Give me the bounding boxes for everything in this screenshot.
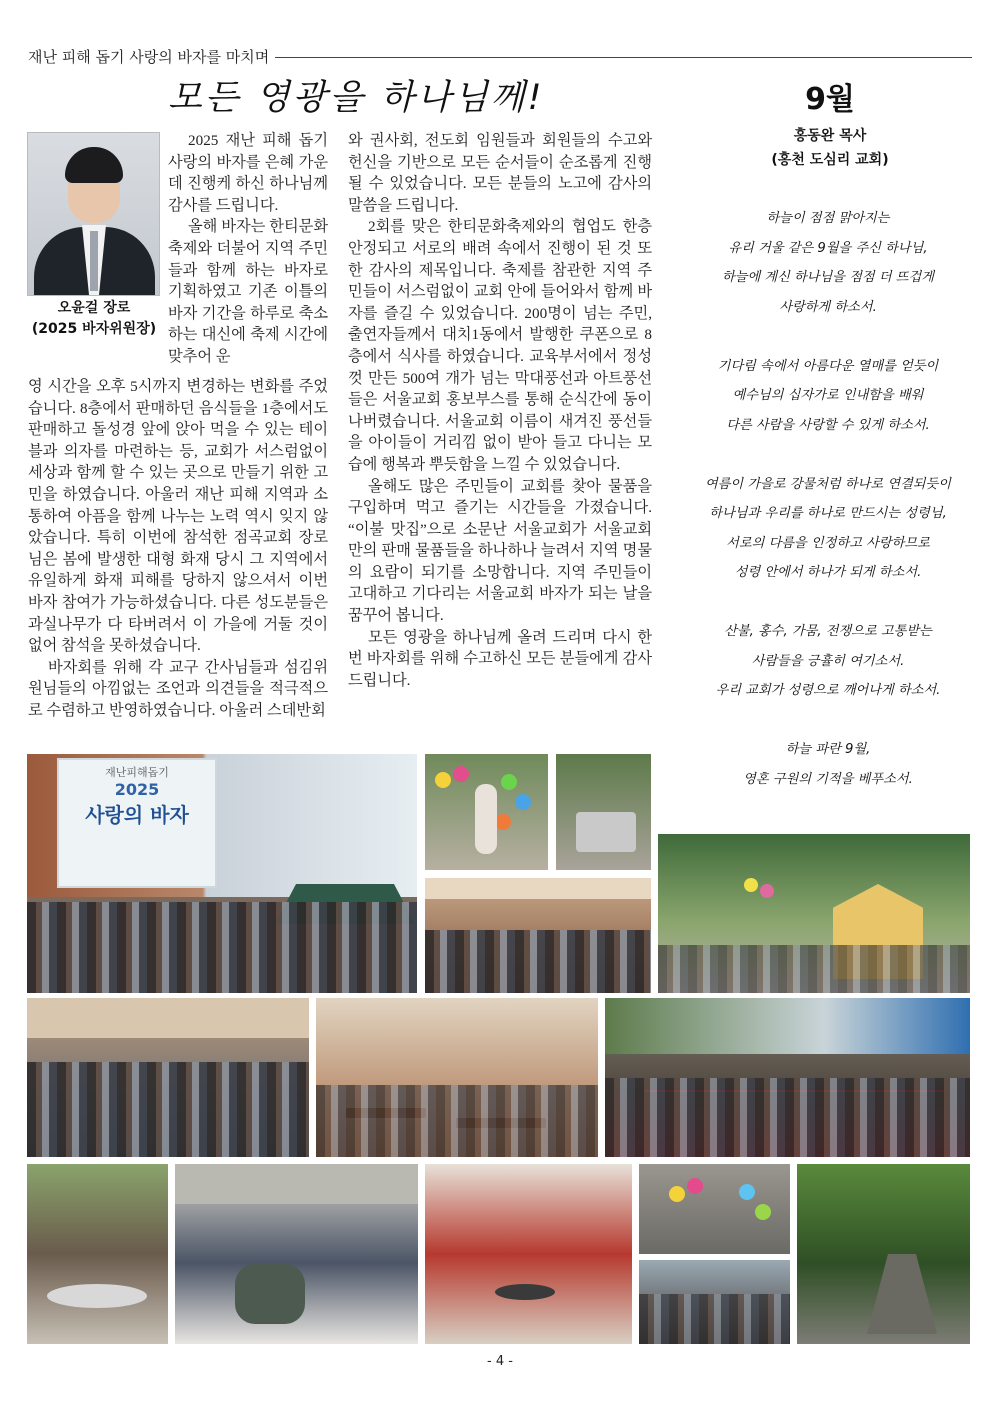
article-column-left-bottom [28,376,328,722]
headline: 모든 영광을 하나님께! [168,78,545,118]
poem-line: 성령 안에서 하나가 되게 하소서. [734,565,922,580]
photo-blanket-sale [175,1164,418,1344]
poem-line: 다른 사람을 사랑할 수 있게 하소서. [726,417,930,433]
article-paragraph: 와 권사회, 전도회 임원들과 회원들의 수고와 헌신을 기반으로 모든 순서들이 순조롭게 진행 될 수 있었습니다. 모든 분들의 노고에 감사의 말씀을 드립니다. [348,132,652,214]
page-number: - 4 - [487,1354,513,1369]
section-kicker [28,44,972,68]
poem-line: 사랑하게 하소서. [779,299,877,315]
photo-balloon-girl [425,754,548,870]
photo-market-indoor [27,998,309,1157]
article-paragraph: 영 시간을 오후 5시까지 변경하는 변화를 주었습니다. 8층에서 판매하던 음식들을 1층에서도 판매하고 돌성경 앞에 앉아 먹을 수 있는 테이블과 의자를 마련하는 등, 교회가 서스럼없이 세상과 함께 할 수 있는 곳으로 만들기 위한 고민을 하였습니다. 아울러 재난 피해 지역과 소통하여 아픔을 함께 나누는 노력 역시 잊지 않았습니다. 특히 이번에 참석한 점곡교회 장로님은 봄에 발생한 대형 화재 당시 그 지역에서 유일하게 화재 피해를 당하지 않으셔서 이번 바자 참여가 가능하셨습니다. 다른 성도분들은 과실나무가 다 타버려서 이 가을에 거둘 것이 없어 참석을 못하셨습니다. [28,378,328,655]
photo-caption [20,298,168,340]
banner-line1: 재난피해돕기 [105,766,169,779]
photo-restaurant [316,998,598,1157]
article-paragraph: 2회를 맞은 한티문화축제와의 협업도 한층 안정되고 서로의 배려 속에서 진행이 된 것 또한 감사의 제목입니다. 축제를 참관한 지역 주민들이 서스럼없이 교회 안에 들어와서 함께 바자를 즐길 수 있었습니다. 200명이 넘는 주민, 출연자들께서 대치1동에서 발행한 쿠폰으로 8층에서 식사를 하였습니다. 교육부서에서 정성껏 만든 500여 개가 넘는 막대풍선과 아트풍선들은 서울교회 홍보부스를 통해 순식간에 동이 나버렸습니다. 서울교회 이름이 새겨진 풍선들을 아이들이 거리낌 없이 받아 들고 다니는 모습에 행복과 뿌듯함을 느낄 수 있었습니다. [348,218,652,473]
photo-food-stall [556,754,651,870]
poem-line: 산불, 홍수, 가뭄, 전쟁으로 고통받는 [724,624,932,639]
poem-line: 사람들을 긍휼히 여기소서. [751,653,905,669]
photo-balloons-street [639,1164,790,1254]
poem-line: 하늘 파란 9월, [785,742,871,757]
author-church: (홍천 도심리 교회) [771,152,889,168]
photo-ribbon-cutting [605,998,970,1157]
poem-stanza [680,204,976,322]
poem [680,204,976,824]
banner-line2: 2025 [114,780,160,799]
article-paragraph: 올해 바자는 한티문화축제와 더불어 지역 주민들과 함께 하는 바자로 기획하였고 기존 이틀의 바자 기간을 하루로 축소하는 대신에 축제 시간에 맞추어 운 [168,218,328,365]
article-column-left-top [168,130,328,368]
poem-author [690,124,970,172]
caption-role: (2025 바자위원장) [31,321,157,337]
article-paragraph: 2025 재난 피해 돕기 사랑의 바자를 은혜 가운데 진행케 하신 하나님께 감사를 드립니다. [168,132,328,214]
caption-name: 오윤걸 장로 [57,300,131,316]
month-title: 9월 [805,82,855,117]
photo-booth-street [658,834,970,993]
poem-line: 하늘에 계신 하나님을 점점 더 뜨겁게 [721,270,935,285]
photo-outdoor-tables [639,1260,790,1344]
poem-line: 하늘이 점점 맑아지는 [766,211,890,226]
poem-stanza [680,352,976,441]
article-paragraph: 모든 영광을 하나님께 올려 드리며 다시 한 번 바자회를 위해 수고하신 모든 분들에게 감사드립니다. [348,628,652,689]
author-photo [27,132,160,296]
article-paragraph: 바자회를 위해 각 교구 간사님들과 섬김위원님들의 아낌없는 조언과 의견들을 적극적으로 수렴하고 반영하였습니다. 아울러 스데반회 [28,658,328,719]
banner-line3: 사랑의 바자 [85,803,189,827]
poem-stanza [680,735,976,794]
photo-forest-path [797,1164,970,1344]
kicker-text: 재난 피해 돕기 사랑의 바자를 마치며 [28,47,270,66]
poem-line: 여름이 가을로 강물처럼 하나로 연결되듯이 [704,476,952,492]
photo-church-banner [27,754,417,993]
poem-line: 영혼 구원의 기적을 베푸소서. [743,771,913,787]
poem-line: 우리 교회가 성령으로 깨어나게 하소서. [715,683,941,698]
photo-dining-hall [425,878,651,993]
article-paragraph: 올해도 많은 주민들이 교회를 찾아 물품을 구입하며 먹고 즐기는 시간들을 가졌습니다. “이불 맛집”으로 소문난 서울교회가 서울교회만의 판매 물품들을 하나하나 늘려서 지역 명물의 요람이 되기를 소망합니다. 지역 주민들이 고대하고 기다리는 서울교회 바자가 되는 날을 꿈꾸어 봅니다. [348,477,652,625]
author-name: 홍동완 목사 [793,128,867,144]
poem-stanza [680,617,976,706]
kicker-rule [275,57,972,58]
article-column-mid [348,130,652,691]
poem-line: 예수님의 십자가로 인내함을 배워 [732,388,924,403]
poem-line: 서로의 다름을 인정하고 사랑하므로 [726,535,930,551]
poem-line: 유리 거울 같은 9월을 주신 하나님, [728,240,928,256]
poem-stanza [680,470,976,588]
poem-line: 하나님과 우리를 하나로 만드시는 성령님, [709,506,947,521]
photo-cooking-tent [27,1164,168,1344]
poem-line: 기다림 속에서 아름다운 열매를 얻듯이 [717,358,939,374]
photo-volunteers-cooking [425,1164,632,1344]
